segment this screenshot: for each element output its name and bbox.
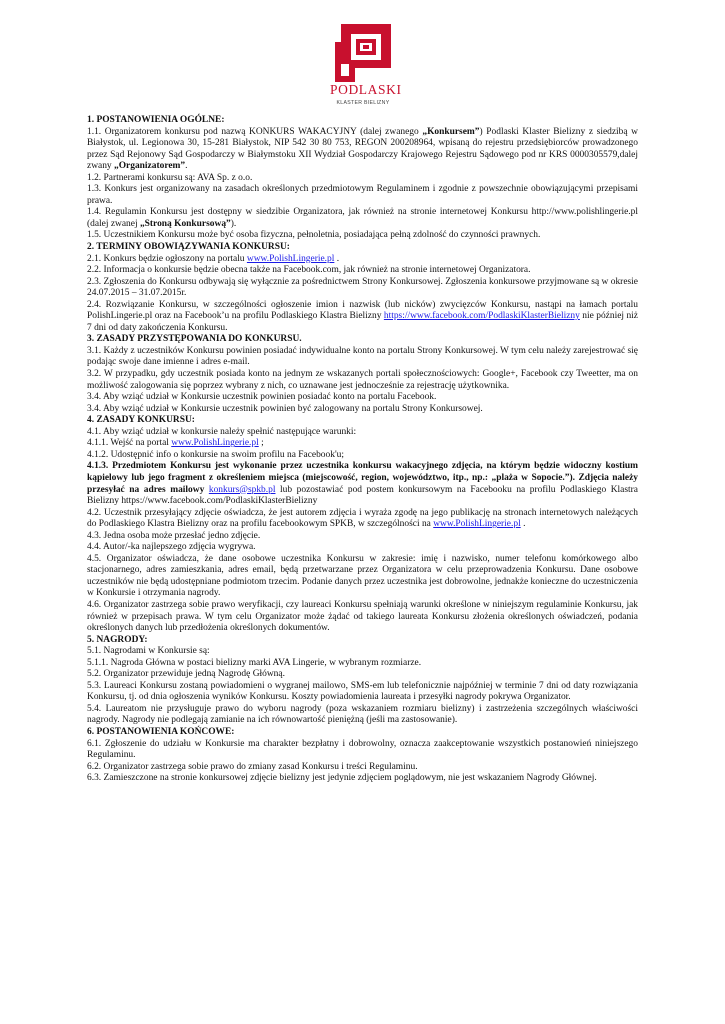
paragraph-3-3: 3.4. Aby wziąć udział w Konkursie uczestnik powinien posiadać konto na portalu Facebook. [87,392,437,403]
text: . [185,161,188,172]
section-4-title: 4. ZASADY KONKURSU: [87,415,195,426]
paragraph-2-3: 2.3. Zgłoszenia do Konkursu odbywają się wyłącznie za pośrednictwem Strony Konkursowej. Zgłoszenia konkursowe przyjmowane są w okresie 24.07.2015 – 31.07.2015r. [87,276,638,299]
text: nie później niż 7 dni od daty zakończenia Konkursu. [87,311,638,333]
paragraph-6-1: 6.1. Zgłoszenie do udziału w Konkursie ma charakter bezpłatny i dobrowolny, oznacza zaakceptowanie wszystkich postanowień niniejszego Regulaminu. [87,738,638,761]
text: 2.1. Konkurs będzie ogłoszony na portalu [87,253,247,264]
bold-text: „Stroną Konkursową” [139,218,231,229]
paragraph-4-5: 4.5. Organizator oświadcza, że dane osobowe uczestnika Konkursu w zakresie: imię i nazwisko, numer telefonu komórkowego albo stacjonarnego, adres zamieszkania, adres email, będą przetwarzane przez Organizatora w celu przeprowadzenia Konkursu. Dane osobowe uczestników nie będą udostępniane podmiotom trzecim. Podanie danych przez uczestnika jest dobrowolne, jednakże konieczne do uczestniczenia w Konkursie i otrzymania nagrody. [87,553,638,599]
paragraph-6-3: 6.3. Zamieszczone na stronie konkursowej zdjęcie bielizny jest jedynie zdjęciem poglądowym, nie jest wskazaniem Nagrody Głównej. [87,773,597,784]
text: 1.1. Organizatorem konkursu pod nazwą KONKURS WAKACYJNY (dalej zwanego [87,126,423,137]
podlaski-logo [330,24,402,110]
text: ; [258,438,264,449]
paragraph-5-3: 5.3. Laureaci Konkursu zostaną powiadomieni o wygranej mailowo, SMS-em lub telefonicznie najpóźniej w terminie 7 dni od daty rozwiązania Konkursu, tj. od dnia ogłoszenia wyników Konkursu. Koszty powiadomienia laureata i przesyłki nagrody pokrywa Organizator. [87,680,638,703]
paragraph-4-2 [87,508,638,531]
bold-text: „Organizatorem” [114,161,186,172]
paragraph-1-5: 1.5. Uczestnikiem Konkursu może być osoba fizyczna, pełnoletnia, posiadająca pełną zdolność do czynności prawnych. [87,230,541,241]
text: 4.2. Uczestnik przesyłający zdjęcie oświadcza, że jest autorem zdjęcia i wyraża zgodę na jego publikację na stronach internetowych należących do Podlaskiego Klastra Bielizny oraz na profilu facebookowym SPKB, w szczególności na [87,507,638,530]
paragraph-4-4: 4.4. Autor/-ka najlepszego zdjęcia wygrywa. [87,542,256,553]
paragraph-2-1 [87,254,638,266]
paragraph-4-1-2: 4.1.2. Udostępnić info o konkursie na swoim profilu na Facebook'u; [87,449,344,460]
polishlingerie-link[interactable]: www.PolishLingerie.pl [246,253,335,264]
polishlingerie-link[interactable]: www.PolishLingerie.pl [171,438,259,449]
paragraph-5-2: 5.2. Organizator przewiduje jedną Nagrodę Główną. [87,669,285,680]
paragraph-5-1: 5.1. Nagrodami w Konkursie są: [87,646,210,657]
logo-name: PODLASKI [330,82,402,97]
polishlingerie-link[interactable]: www.PolishLingerie.pl [433,519,521,530]
paragraph-3-1: 3.1. Każdy z uczestników Konkursu powinien posiadać indywidualne konto na portalu Strony Konkursowej. W tym celu należy zarejestrować się podając swoje dane imienne i adres e-mail. [87,345,638,368]
paragraph-4-1-1 [87,438,638,450]
text: 1.4. Regulamin Konkursu jest dostępny w siedzibie Organizatora, jak również na stronie internetowej Konkursu http://www.polishlingerie.pl (dalej zwanej [87,207,638,229]
regulamin-text [87,115,638,785]
section-1-title: 1. POSTANOWIENIA OGÓLNE: [87,115,225,125]
paragraph-3-4: 3.4. Aby wziąć udział w Konkursie uczestnik powinien być zalogowany na portalu Strony Konkursowej. [87,403,483,414]
paragraph-2-2: 2.2. Informacja o konkursie będzie obecna także na Facebook.com, jak również na stronie internetowej Organizatora. [87,265,531,276]
text: 2.4. Rozwiązanie Konkursu, w szczególności ogłoszenie imion i nazwisk (lub nicków) zwycięzców Konkursu, nastąpi na łamach portalu PolishLingerie.pl oraz na Facebook’u na profilu Podlaskiego Klastra Bielizny [87,299,638,322]
paragraph-4-1: 4.1. Aby wziąć udział w konkursie należy spełnić następujące warunki: [87,426,357,437]
paragraph-5-1-1: 5.1.1. Nagroda Główna w postaci bielizny marki AVA Lingerie, w wybranym rozmiarze. [87,657,422,668]
section-3-title: 3. ZASADY PRZYSTĘPOWANIA DO KONKURSU. [87,334,302,345]
facebook-link[interactable]: https://www.facebook.com/PodlaskiKlasterBielizny [383,311,580,322]
section-2-title: 2. TERMINY OBOWIĄZYWANIA KONKURSU: [87,242,290,253]
text: ) Podlaski Klaster Bielizny z siedzibą w Białystok, ul. Legionowa 30, 15-281 Białystok, NIP 542 30 80 753, REGON 200208964, wpisaną do rejestru przedsiębiorców prowadzonego przez Sąd Rejonowy Sąd Gospodarczy w Białymstoku XII Wydział Gospodarczy Krajowego Rejestru Sądowego pod nr KRS 0000305579,dalej zwany [87,126,638,172]
paragraph-1-2: 1.2. Partnerami konkursu są: AVA Sp. z o.o. [87,172,253,183]
text: . [520,519,526,530]
paragraph-3-2: 3.2. W przypadku, gdy uczestnik posiada konto na jednym ze wskazanych portali społecznościowych: Google+, Facebook czy Tweetter, ma on możliwość zalogowania się poprzez wybrany z nich, co uznawane jest jednocześnie za rejestrację użytkownika. [87,369,638,391]
podlaski-logo-icon [335,24,391,82]
paragraph-4-1-3 [87,461,638,507]
section-6-title: 6. POSTANOWIENIA KOŃCOWE: [87,726,235,737]
text: 4.1.3. Przedmiotem Konkursu jest wykonanie przez uczestnika konkursu wakacyjnego zdjęcia, na którym będzie widoczny kostium kąpielowy lub jego fragment z określeniem miejsca (miejscowość, region, województwo, itp., np.: „plaża w Sopocie.”). Zdjęcia należy przesyłać na adres mailowy [87,461,638,495]
paragraph-5-4: 5.4. Laureatom nie przysługuje prawo do wyboru nagrody (poza wskazaniem rozmiaru bielizny) i zastrzeżenia szczególnych właściwości nagrody. Nagrody nie podlegają zamianie na ich równowartość pieniężną (jeśli ma zastosowanie). [87,703,638,726]
paragraph-4-3: 4.3. Jedna osoba może przesłać jedno zdjęcie. [87,530,261,541]
bold-text: „Konkursem” [422,126,480,137]
email-link[interactable]: konkurs@spkb.pl [208,484,276,495]
text: . [334,253,340,264]
paragraph-2-4 [87,300,638,335]
paragraph-1-4 [87,207,638,230]
paragraph-4-6: 4.6. Organizator zastrzega sobie prawo weryfikacji, czy laureaci Konkursu spełniają warunki określone w niniejszym regulaminie Konkursu, jak również w przepisach prawa. W tym celu Organizator może żądać od takiego laureata Konkursu złożenia określonych oświadczeń, podania określonych danych lub przedłożenia określonych dokumentów. [87,599,638,634]
section-5-title: 5. NAGRODY: [87,634,148,645]
paragraph-6-2: 6.2. Organizator zastrzega sobie prawo do zmiany zasad Konkursu i treści Regulaminu. [87,761,418,772]
paragraph-1-1 [87,127,638,173]
paragraph-1-3: 1.3. Konkurs jest organizowany na zasadach określonych przedmiotowym Regulaminem i zgodnie z powszechnie obowiązującymi przepisami prawa. [87,184,638,206]
text: lub pozostawiać pod postem konkursowym na Facebooku na profilu Podlaskiego Klastra Bielizny https://www.facebook.com/PodlaskiKlasterBielizny [87,484,638,507]
logo-subtitle: KLASTER BIELIZNY [336,100,390,106]
text: ). [230,218,237,229]
text: 4.1.1. Wejść na portal [87,438,172,449]
